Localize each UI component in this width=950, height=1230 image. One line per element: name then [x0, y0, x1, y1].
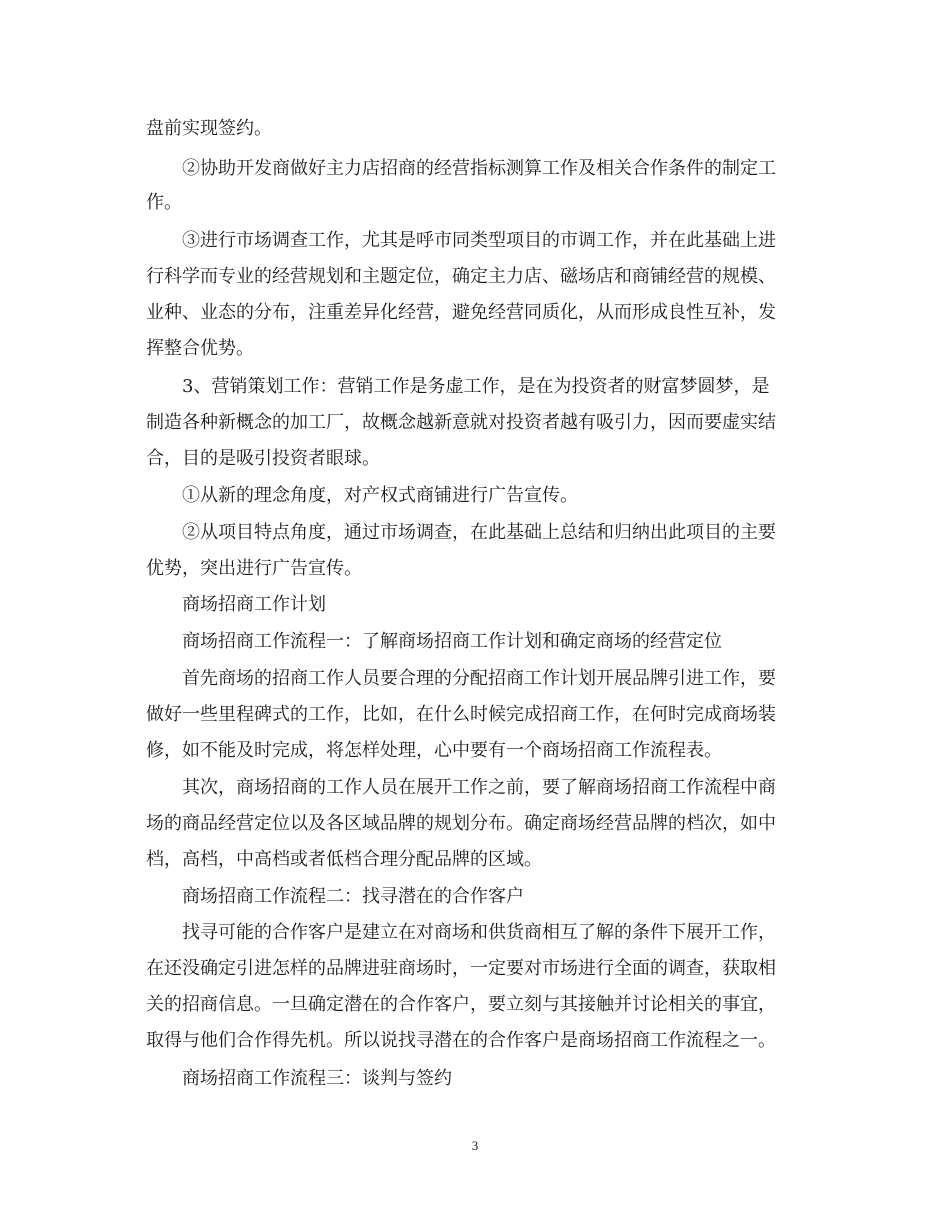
page-number: 3 [471, 1138, 479, 1153]
paragraph-line: 档，高档，中高档或者低档合理分配品牌的区域。 [146, 849, 542, 870]
paragraph-line: 场的商品经营定位以及各区域品牌的规划分布。确定商场经营品牌的档次，如中 [146, 813, 776, 834]
section-heading: 商场招商工作流程一：了解商场招商工作计划和确定商场的经营定位 [182, 631, 722, 652]
paragraph-line: ①从新的理念角度，对产权式商铺进行广告宣传。 [182, 485, 578, 506]
paragraph-line: 行科学而专业的经营规划和主题定位，确定主力店、磁场店和商铺经营的规模、 [146, 266, 776, 287]
paragraph-line: 找寻可能的合作客户是建立在对商场和供货商相互了解的条件下展开工作， [182, 922, 776, 943]
paragraph-line: 制造各种新概念的加工厂，故概念越新意就对投资者越有吸引力，因而要虚实结 [146, 412, 776, 433]
paragraph-line: 优势，突出进行广告宣传。 [146, 558, 362, 579]
paragraph-line: 挥整合优势。 [146, 338, 254, 359]
paragraph-line: ②从项目特点角度，通过市场调查，在此基础上总结和归纳出此项目的主要 [182, 522, 776, 543]
paragraph-line: 在还没确定引进怎样的品牌进驻商场时，一定要对市场进行全面的调查，获取相 [146, 958, 776, 979]
paragraph-line: ③进行市场调查工作，尤其是呼市同类型项目的市调工作，并在此基础上进 [182, 230, 776, 251]
paragraph-line: 作。 [146, 192, 182, 213]
paragraph-line: 关的招商信息。一旦确定潜在的合作客户，要立刻与其接触并讨论相关的事宜， [146, 994, 776, 1015]
paragraph-line: 做好一些里程碑式的工作，比如，在什么时候完成招商工作，在何时完成商场装 [146, 704, 776, 725]
paragraph-line: 3、营销策划工作：营销工作是务虚工作，是在为投资者的财富梦圆梦，是 [182, 376, 770, 397]
paragraph-line: 取得与他们合作得先机。所以说找寻潜在的合作客户是商场招商工作流程之一。 [146, 1030, 776, 1051]
section-heading: 商场招商工作流程二：找寻潜在的合作客户 [182, 886, 524, 907]
section-heading: 商场招商工作流程三：谈判与签约 [182, 1068, 452, 1089]
paragraph-line: 修，如不能及时完成，将怎样处理，心中要有一个商场招商工作流程表。 [146, 740, 722, 761]
paragraph-line: 首先商场的招商工作人员要合理的分配招商工作计划开展品牌引进工作，要 [182, 668, 776, 689]
paragraph-line: 盘前实现签约。 [146, 118, 272, 139]
paragraph-line: ②协助开发商做好主力店招商的经营指标测算工作及相关合作条件的制定工 [182, 158, 776, 179]
paragraph-line: 其次，商场招商的工作人员在展开工作之前，要了解商场招商工作流程中商 [182, 777, 776, 798]
paragraph-line: 合，目的是吸引投资者眼球。 [146, 448, 380, 469]
paragraph-line: 业种、业态的分布，注重差异化经营，避免经营同质化，从而形成良性互补，发 [146, 302, 776, 323]
section-heading: 商场招商工作计划 [182, 594, 326, 615]
